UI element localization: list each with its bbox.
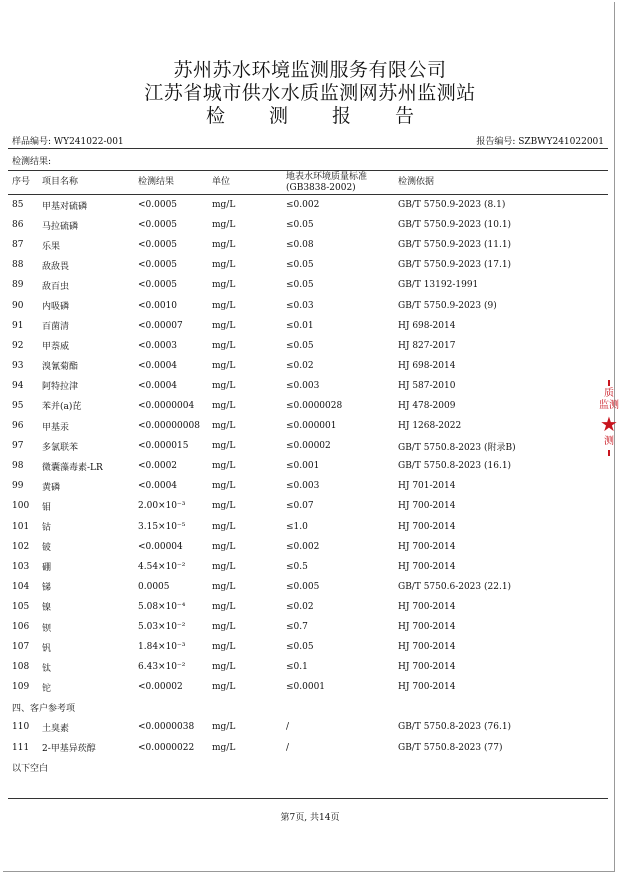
cell-index: 96 <box>12 421 24 432</box>
cell-standard: ≤0.1 <box>286 662 308 673</box>
cell-unit: mg/L <box>212 320 236 331</box>
cell-result: <0.0005 <box>138 260 178 271</box>
table-row <box>8 436 608 456</box>
cell-result: 4.54×10⁻² <box>138 561 186 572</box>
cell-index: 110 <box>12 722 30 733</box>
cell-standard: ≤0.001 <box>286 461 320 472</box>
table-row <box>8 657 608 677</box>
cell-index: 108 <box>12 662 30 673</box>
cell-unit: mg/L <box>212 421 236 432</box>
table-row <box>8 336 608 356</box>
cell-standard: ≤0.003 <box>286 380 320 391</box>
cell-result: <0.0004 <box>138 481 178 492</box>
cell-result: <0.0003 <box>138 340 178 351</box>
cell-index: 99 <box>12 481 24 492</box>
cell-unit: mg/L <box>212 461 236 472</box>
section-label: 四、客户参考项 <box>12 703 76 714</box>
cell-method: GB/T 5750.8-2023 (76.1) <box>398 722 512 733</box>
report-header <box>0 58 620 128</box>
cell-method: GB/T 5750.9-2023 (11.1) <box>398 240 512 251</box>
cell-item: 微囊藻毒素-LR <box>42 462 103 473</box>
report-title: 检 测 报 告 <box>205 105 415 127</box>
table-row <box>8 637 608 657</box>
cell-item: 锑 <box>42 583 52 594</box>
table-row <box>8 356 608 376</box>
cell-result: <0.0005 <box>138 240 178 251</box>
cell-item: 乐果 <box>42 241 61 252</box>
cell-standard: ≤0.0000028 <box>286 400 343 411</box>
table-row <box>8 275 608 295</box>
cell-index: 94 <box>12 380 24 391</box>
cell-item: 内吸磷 <box>42 302 70 313</box>
cell-method: HJ 698-2014 <box>398 320 456 331</box>
cell-unit: mg/L <box>212 260 236 271</box>
table-row <box>8 396 608 416</box>
red-seal-stamp <box>598 378 620 502</box>
cell-unit: mg/L <box>212 682 236 693</box>
sample-number: 样品编号: WY241022-001 <box>12 137 124 147</box>
cell-result: <0.0000004 <box>138 400 195 411</box>
cell-result: <0.0002 <box>138 461 178 472</box>
table-row <box>8 597 608 617</box>
cell-index: 93 <box>12 360 24 371</box>
station-name: 江苏省城市供水水质监测网苏州监测站 <box>144 82 476 104</box>
cell-unit: mg/L <box>212 340 236 351</box>
col-method: 检测依据 <box>394 171 608 195</box>
cell-unit: mg/L <box>212 742 236 753</box>
cell-result: 1.84×10⁻³ <box>138 642 186 653</box>
table-row <box>8 416 608 436</box>
cell-item: 甲基对硫磷 <box>42 201 88 212</box>
cell-index: 106 <box>12 622 30 633</box>
cell-result: <0.000015 <box>138 441 189 452</box>
cell-index: 95 <box>12 400 24 411</box>
cell-unit: mg/L <box>212 280 236 291</box>
cell-item: 钒 <box>42 643 52 654</box>
cell-result: <0.00000008 <box>138 421 200 432</box>
cell-index: 86 <box>12 220 24 231</box>
reference-row <box>8 738 608 758</box>
cell-standard: / <box>286 742 290 753</box>
star-icon: ★ <box>600 412 618 436</box>
cell-result: 5.03×10⁻² <box>138 622 186 633</box>
cell-item: 硼 <box>42 563 52 574</box>
cell-result: <0.00004 <box>138 541 183 552</box>
cell-item: 马拉硫磷 <box>42 221 79 232</box>
cell-unit: mg/L <box>212 380 236 391</box>
cell-item: 钼 <box>42 502 52 513</box>
cell-item: 2-甲基异莰醇 <box>42 744 96 755</box>
cell-index: 91 <box>12 320 24 331</box>
table-row <box>8 195 608 216</box>
cell-method: GB/T 5750.8-2023 (77) <box>398 742 503 753</box>
cell-standard: ≤0.05 <box>286 340 314 351</box>
cell-result: <0.0000022 <box>138 742 195 753</box>
cell-index: 90 <box>12 300 24 311</box>
col-unit: 单位 <box>208 171 282 195</box>
col-item: 项目名称 <box>38 171 134 195</box>
cell-result: <0.00007 <box>138 320 183 331</box>
cell-index: 103 <box>12 561 30 572</box>
cell-item: 多氯联苯 <box>42 442 79 453</box>
cell-unit: mg/L <box>212 622 236 633</box>
cell-index: 98 <box>12 461 24 472</box>
blank-note-row <box>8 758 608 778</box>
cell-item: 苯并(a)芘 <box>42 402 82 413</box>
cell-method: GB/T 5750.9-2023 (9) <box>398 300 497 311</box>
cell-item: 铊 <box>42 683 52 694</box>
cell-item: 土臭素 <box>42 723 70 734</box>
table-row <box>8 235 608 255</box>
cell-result: <0.0010 <box>138 300 178 311</box>
cell-method: HJ 698-2014 <box>398 360 456 371</box>
page-number: 第7页, 共14页 <box>280 813 340 823</box>
cell-item: 镍 <box>42 603 52 614</box>
cell-method: HJ 700-2014 <box>398 561 456 572</box>
cell-index: 87 <box>12 240 24 251</box>
cell-item: 敌百虫 <box>42 281 70 292</box>
cell-item: 钡 <box>42 623 52 634</box>
cell-item: 黄磷 <box>42 482 61 493</box>
cell-item: 阿特拉津 <box>42 382 79 393</box>
cell-index: 89 <box>12 280 24 291</box>
cell-result: <0.0004 <box>138 380 178 391</box>
cell-standard: ≤0.03 <box>286 300 314 311</box>
cell-unit: mg/L <box>212 481 236 492</box>
cell-result: <0.0005 <box>138 200 178 211</box>
table-row <box>8 456 608 476</box>
cell-item: 溴氰菊酯 <box>42 362 79 373</box>
cell-result: <0.0000038 <box>138 722 195 733</box>
cell-standard: ≤0.005 <box>286 581 320 592</box>
cell-unit: mg/L <box>212 601 236 612</box>
cell-standard: ≤0.01 <box>286 320 314 331</box>
cell-result: <0.0005 <box>138 280 178 291</box>
cell-standard: ≤0.5 <box>286 561 308 572</box>
table-header-row <box>8 171 608 195</box>
cell-standard: ≤0.0001 <box>286 682 326 693</box>
cell-result: 6.43×10⁻² <box>138 662 186 673</box>
cell-method: GB/T 5750.9-2023 (10.1) <box>398 220 512 231</box>
header-rule <box>8 148 608 149</box>
table-row <box>8 255 608 275</box>
cell-unit: mg/L <box>212 521 236 532</box>
cell-standard: ≤0.05 <box>286 220 314 231</box>
cell-method: HJ 587-2010 <box>398 380 456 391</box>
cell-unit: mg/L <box>212 360 236 371</box>
cell-standard: ≤0.05 <box>286 260 314 271</box>
cell-index: 97 <box>12 441 24 452</box>
cell-standard: ≤0.00002 <box>286 441 331 452</box>
reference-row <box>8 717 608 737</box>
cell-index: 92 <box>12 340 24 351</box>
cell-method: GB/T 13192-1991 <box>398 280 479 291</box>
table-row <box>8 316 608 336</box>
cell-result: 3.15×10⁻⁵ <box>138 521 186 532</box>
cell-standard: ≤0.08 <box>286 240 314 251</box>
cell-unit: mg/L <box>212 561 236 572</box>
cell-item: 百菌清 <box>42 322 70 333</box>
results-table <box>8 170 608 778</box>
cell-unit: mg/L <box>212 240 236 251</box>
cell-item: 敌敌畏 <box>42 261 70 272</box>
cell-method: HJ 700-2014 <box>398 662 456 673</box>
cell-index: 102 <box>12 541 30 552</box>
cell-index: 109 <box>12 682 30 693</box>
cell-unit: mg/L <box>212 662 236 673</box>
cell-method: HJ 1268-2022 <box>398 421 462 432</box>
cell-unit: mg/L <box>212 541 236 552</box>
cell-index: 105 <box>12 601 30 612</box>
cell-method: HJ 700-2014 <box>398 521 456 532</box>
section-row <box>8 697 608 717</box>
cell-index: 100 <box>12 501 30 512</box>
cell-result: <0.00002 <box>138 682 183 693</box>
col-result: 检测结果 <box>134 171 208 195</box>
cell-unit: mg/L <box>212 400 236 411</box>
cell-unit: mg/L <box>212 220 236 231</box>
col-index: 序号 <box>8 171 38 195</box>
cell-method: HJ 700-2014 <box>398 642 456 653</box>
stamp-text-top: 质 <box>604 388 614 399</box>
cell-standard: ≤0.05 <box>286 642 314 653</box>
cell-unit: mg/L <box>212 642 236 653</box>
stamp-text-bottom: 测 <box>604 436 614 447</box>
cell-method: HJ 700-2014 <box>398 622 456 633</box>
cell-item: 钛 <box>42 663 52 674</box>
stamp-text-middle: 监测 <box>599 400 619 411</box>
table-row <box>8 295 608 315</box>
report-number: 报告编号: SZBWY241022001 <box>476 137 604 147</box>
cell-method: HJ 701-2014 <box>398 481 456 492</box>
table-row <box>8 496 608 516</box>
cell-standard: ≤0.05 <box>286 280 314 291</box>
cell-method: GB/T 5750.9-2023 (17.1) <box>398 260 512 271</box>
table-body <box>8 195 608 778</box>
table-row <box>8 517 608 537</box>
cell-method: GB/T 5750.8-2023 (附录B) <box>398 442 516 453</box>
cell-method: HJ 827-2017 <box>398 340 456 351</box>
report-meta <box>12 134 608 148</box>
footer-rule <box>8 798 608 799</box>
cell-standard: ≤0.002 <box>286 541 320 552</box>
cell-index: 88 <box>12 260 24 271</box>
cell-unit: mg/L <box>212 200 236 211</box>
blank-note: 以下空白 <box>12 764 49 775</box>
results-label: 检测结果: <box>12 157 52 167</box>
cell-result: 5.08×10⁻⁴ <box>138 601 186 612</box>
cell-method: GB/T 5750.9-2023 (8.1) <box>398 200 506 211</box>
cell-unit: mg/L <box>212 722 236 733</box>
cell-standard: ≤0.000001 <box>286 421 337 432</box>
cell-method: HJ 478-2009 <box>398 400 456 411</box>
cell-standard: / <box>286 722 290 733</box>
cell-item: 甲萘威 <box>42 342 70 353</box>
table-row <box>8 537 608 557</box>
cell-standard: ≤0.002 <box>286 200 320 211</box>
cell-result: 2.00×10⁻³ <box>138 501 186 512</box>
cell-index: 104 <box>12 581 30 592</box>
cell-unit: mg/L <box>212 581 236 592</box>
cell-unit: mg/L <box>212 501 236 512</box>
cell-item: 甲基汞 <box>42 422 70 433</box>
cell-index: 107 <box>12 642 30 653</box>
table-row <box>8 557 608 577</box>
cell-method: HJ 700-2014 <box>398 682 456 693</box>
cell-result: <0.0005 <box>138 220 178 231</box>
cell-item: 钴 <box>42 523 52 534</box>
table-row <box>8 376 608 396</box>
table-row <box>8 577 608 597</box>
cell-method: GB/T 5750.6-2023 (22.1) <box>398 581 512 592</box>
cell-standard: ≤0.003 <box>286 481 320 492</box>
cell-index: 85 <box>12 200 24 211</box>
cell-standard: ≤0.7 <box>286 622 308 633</box>
cell-result: 0.0005 <box>138 581 170 592</box>
cell-method: GB/T 5750.8-2023 (16.1) <box>398 461 512 472</box>
col-standard: 地表水环境质量标准(GB3838-2002) <box>282 171 394 195</box>
table-row <box>8 215 608 235</box>
cell-item: 铍 <box>42 543 52 554</box>
company-name: 苏州苏水环境监测服务有限公司 <box>173 59 447 81</box>
cell-standard: ≤0.02 <box>286 360 314 371</box>
cell-standard: ≤0.02 <box>286 601 314 612</box>
table-row <box>8 476 608 496</box>
cell-index: 101 <box>12 521 30 532</box>
cell-method: HJ 700-2014 <box>398 501 456 512</box>
cell-result: <0.0004 <box>138 360 178 371</box>
table-row <box>8 677 608 697</box>
cell-method: HJ 700-2014 <box>398 541 456 552</box>
cell-unit: mg/L <box>212 441 236 452</box>
cell-standard: ≤1.0 <box>286 521 308 532</box>
table-row <box>8 617 608 637</box>
cell-index: 111 <box>12 742 30 753</box>
cell-method: HJ 700-2014 <box>398 601 456 612</box>
cell-standard: ≤0.07 <box>286 501 314 512</box>
cell-unit: mg/L <box>212 300 236 311</box>
